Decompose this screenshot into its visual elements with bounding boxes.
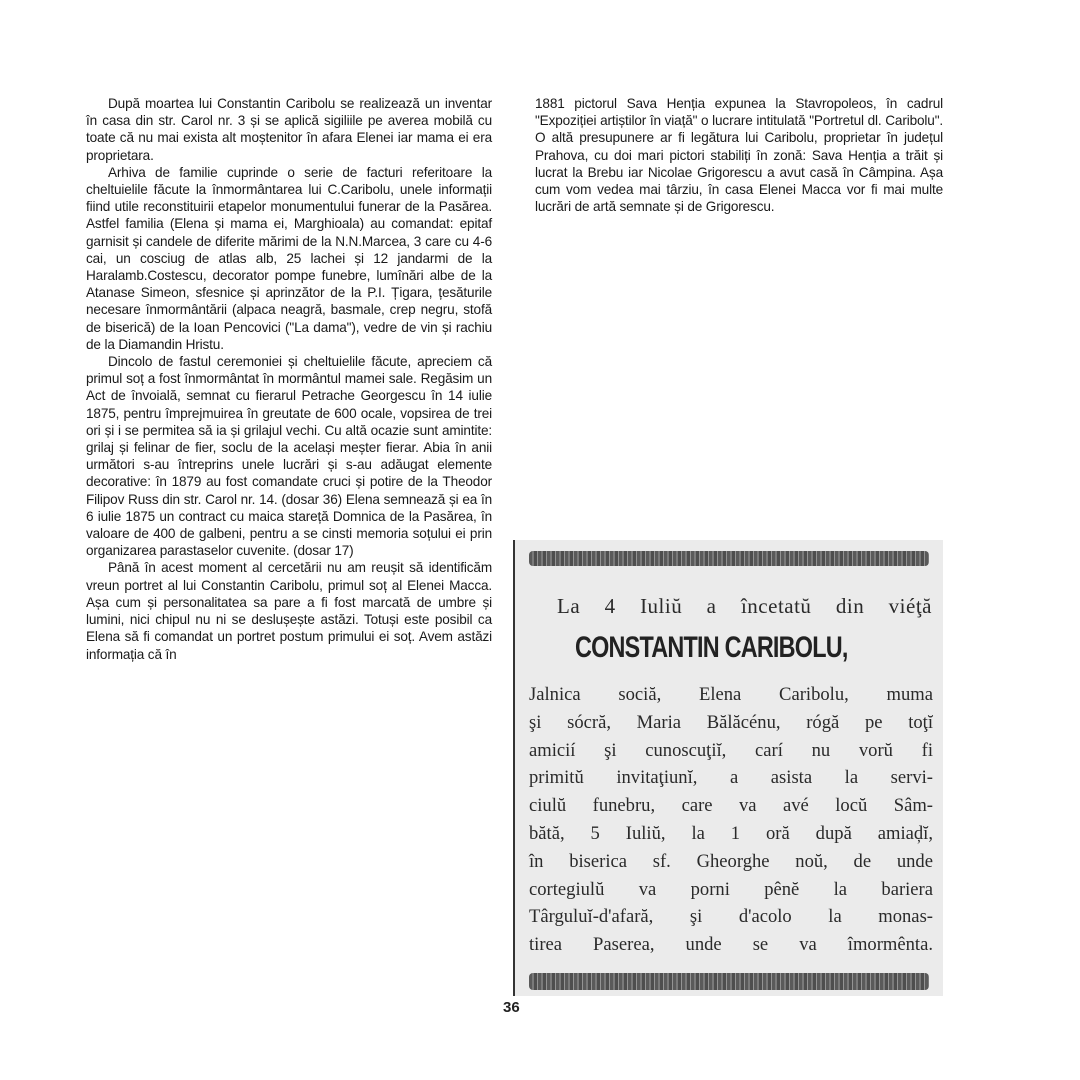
- paragraph: Dincolo de fastul ceremoniei și cheltuielile făcute, apreciem că primul soț a fost înmormântat în mormântul mamei sale. Regăsim un Act de învoială, semnat cu fierarul Petrache Georgescu în 14 iulie 1875, pentru împrejmuirea în greutate de 600 ocale, vopsirea de trei ori și i se permitea să ia și grilajul vechi. Cu altă ocazie sunt amintite: grilaj și felinar de fier, soclu de la același meșter fierar. Abia în anii următori s-au întreprins unele lucrări și s-au adăugat elemente decorative: în 1879 au fost comandate cruci și potire de la Theodor Filipov Russ din str. Carol nr. 14. (dosar 36) Elena semnează și ea în 6 iulie 1875 un contract cu maica stareță Domnica de la Pasărea, în valoare de 400 de galbeni, pentru a se cinsti memoria soțului ei prin organizarea parastaselor cuvenite. (dosar 17): [86, 354, 492, 559]
- paragraph: Până în acest moment al cercetării nu am reușit să identificăm vreun portret al lui Constantin Caribolu, primul soț al Elenei Macca. Așa cum și personalitatea sa pare a fi fost marcată de umbre și lumini, nici chipul nu ni se deslușește astăzi. Totuși este posibil ca Elena să fi comandat un portret postum primului ei soț. Avem astăzi informația că în: [86, 560, 492, 662]
- paragraph: După moartea lui Constantin Caribolu se realizează un inventar în casa din str. Carol nr. 3 și se aplică sigiliile pe averea mobilă cu toate că nu mai exista alt moștenitor în afara Elenei iar mama ei era proprietara.: [86, 96, 492, 163]
- left-text-column: [86, 95, 492, 663]
- clipping-line: tirea Paserea, unde se va îmormênta.: [529, 934, 933, 956]
- clipping-line: Jalnica sociă, Elena Caribolu, muma: [529, 684, 933, 705]
- clipping-heading-line: La 4 Iuliŭ a încetatŭ din viéţă: [557, 594, 932, 618]
- clipping-line: în biserica sf. Gheorghe noŭ, de unde: [529, 850, 933, 872]
- clipping-line: cortegiulŭ va porni pênĕ la bariera: [529, 878, 933, 900]
- clipping-line: primitŭ invitaţiunĭ, a asista la servi-: [529, 767, 933, 789]
- clipping-line: ciulŭ funebru, care va avé locŭ Sâm-: [529, 795, 933, 817]
- paragraph: 1881 pictorul Sava Henția expunea la Stavropoleos, în cadrul "Expoziției artiștilor în viață" o lucrare intitulată "Portretul dl. Caribolu". O altă presupunere ar fi legătura lui Caribolu, proprietar în județul Prahova, cu doi mari pictori stabiliți în zonă: Sava Henția a trăit și lucrat la Brebu iar Nicolae Grigorescu a avut casă în Câmpina. Așa cum vom vedea mai târziu, în casa Elenei Macca vor fi mai multe lucrări de artă semnate și de Grigorescu.: [535, 96, 943, 215]
- clipping-line: amicií şi cunoscuţiĭ, carí nu vorŭ fi: [529, 739, 933, 761]
- right-text-column: [535, 95, 943, 215]
- clipping-deceased-name: CONSTANTIN CARIBOLU,: [575, 631, 848, 664]
- clipping-line: Târguluĭ-d'afară, şi d'acolo la monas-: [529, 906, 933, 928]
- paragraph: Arhiva de familie cuprinde o serie de facturi referitoare la cheltuielile făcute la înmormântarea lui C.Caribolu, unele informații fiind utile reconstituirii etapelor monumentului funerar de la Pasărea. Astfel familia (Elena și mama ei, Marghioala) au comandat: epitaf garnisit și candele de diferite mărimi de la N.N.Marcea, 3 care cu 4-6 cai, un cosciug de atlas alb, 25 lachei și 12 jandarmi de la Haralamb.Costescu, decorator pompe funebre, lumînări albe de la Atanase Simeon, sfesnice și aprinzător de la P.I. Țigara, țesăturile necesare înmormântării (alpaca neagră, basmale, crep negru, stofă de biserică) de la Ioan Pencovici ("La dama"), vedre de vin și rachiu de la Diamandin Hristu.: [86, 164, 492, 352]
- newspaper-clipping-image: [513, 540, 943, 996]
- clipping-line: şi sócră, Maria Bălăcénu, rógă pe toţĭ: [529, 711, 933, 733]
- page-number: 36: [503, 999, 520, 1016]
- ornamental-rule-top: [529, 551, 929, 566]
- ornamental-rule-bottom: [529, 973, 929, 990]
- clipping-body: [529, 681, 933, 959]
- clipping-line: bătă, 5 Iuliŭ, la 1 oră după amiaḑĭ,: [529, 822, 933, 844]
